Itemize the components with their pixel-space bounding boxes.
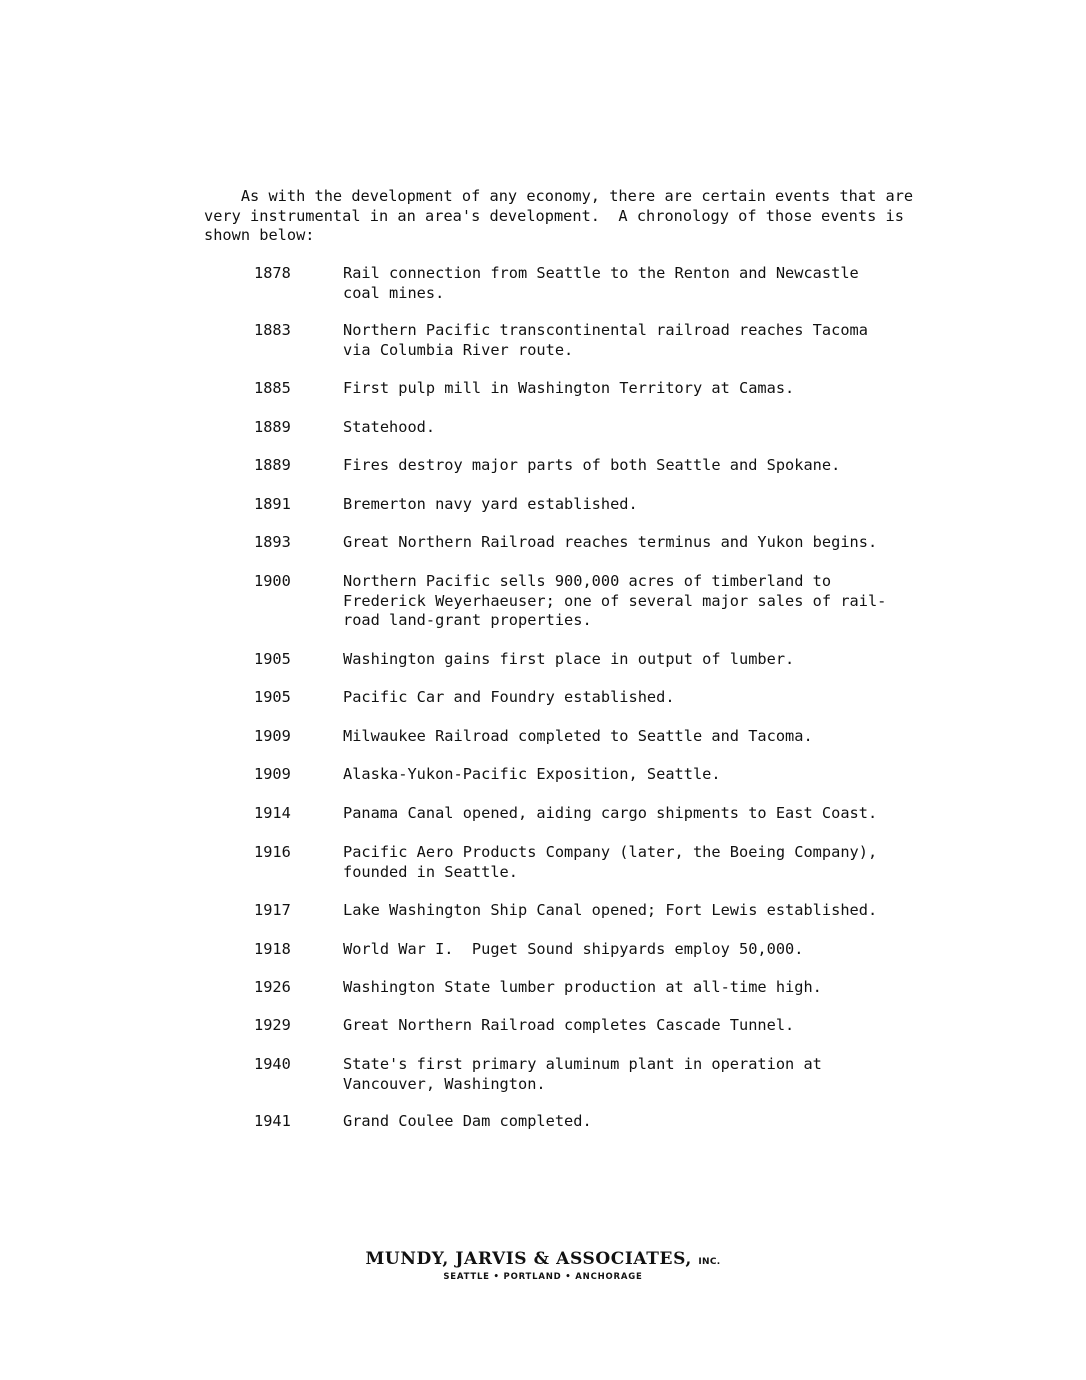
event-description: Rail connection from Seattle to the Renton and Newcastle coal mines. xyxy=(343,264,859,302)
chronology-entry xyxy=(254,418,974,456)
event-year: 1916 xyxy=(254,843,291,861)
event-description: Great Northern Railroad completes Cascade Tunnel. xyxy=(343,1016,795,1034)
event-description: Washington gains first place in output of lumber. xyxy=(343,650,795,668)
event-year: 1889 xyxy=(254,418,291,436)
event-description: Pacific Aero Products Company (later, the Boeing Company), founded in Seattle. xyxy=(343,843,878,881)
event-description: Northern Pacific transcontinental railroad reaches Tacoma via Columbia River route. xyxy=(343,321,868,359)
event-description: Milwaukee Railroad completed to Seattle and Tacoma. xyxy=(343,727,813,745)
event-year: 1905 xyxy=(254,650,291,668)
event-description: Panama Canal opened, aiding cargo shipments to East Coast. xyxy=(343,804,878,822)
chronology-entry xyxy=(254,901,974,940)
intro-paragraph xyxy=(204,187,1004,246)
chronology-entry xyxy=(254,456,974,495)
chronology-entry xyxy=(254,264,974,321)
event-description: Lake Washington Ship Canal opened; Fort Lewis established. xyxy=(343,901,878,919)
chronology-entry xyxy=(254,1016,974,1055)
event-year: 1878 xyxy=(254,264,291,282)
event-year: 1883 xyxy=(254,321,291,339)
chronology-entry xyxy=(254,978,974,1016)
event-year: 1917 xyxy=(254,901,291,919)
firm-inc-suffix: INC. xyxy=(698,1257,721,1267)
event-description: Grand Coulee Dam completed. xyxy=(343,1112,592,1130)
chronology-entry xyxy=(254,495,974,533)
chronology-entry xyxy=(254,843,974,901)
event-year: 1905 xyxy=(254,688,291,706)
event-year: 1918 xyxy=(254,940,291,958)
chronology-entry xyxy=(254,940,974,978)
event-year: 1926 xyxy=(254,978,291,996)
intro-line: shown below: xyxy=(204,226,315,244)
event-year: 1941 xyxy=(254,1112,291,1130)
event-year: 1885 xyxy=(254,379,291,397)
event-year: 1893 xyxy=(254,533,291,551)
firm-name-text: MUNDY, JARVIS & ASSOCIATES, xyxy=(365,1249,692,1269)
event-description: Fires destroy major parts of both Seattle and Spokane. xyxy=(343,456,841,474)
chronology-entry xyxy=(254,321,974,379)
event-year: 1929 xyxy=(254,1016,291,1034)
event-description: State's first primary aluminum plant in operation at Vancouver, Washington. xyxy=(343,1055,822,1093)
event-year: 1940 xyxy=(254,1055,291,1073)
event-year: 1891 xyxy=(254,495,291,513)
event-description: First pulp mill in Washington Territory at Camas. xyxy=(343,379,795,397)
event-year: 1909 xyxy=(254,765,291,783)
chronology-entry xyxy=(254,572,974,650)
intro-line: As with the development of any economy, there are certain events that are xyxy=(204,187,914,205)
event-year: 1914 xyxy=(254,804,291,822)
chronology-entry xyxy=(254,1112,974,1132)
office-cities: SEATTLE • PORTLAND • ANCHORAGE xyxy=(443,1272,643,1282)
chronology-entry xyxy=(254,650,974,688)
event-description: Statehood. xyxy=(343,418,436,436)
chronology-list xyxy=(254,264,974,1132)
firm-name xyxy=(0,1249,1086,1269)
event-description: Alaska-Yukon-Pacific Exposition, Seattle. xyxy=(343,765,721,783)
chronology-entry xyxy=(254,688,974,727)
event-description: Bremerton navy yard established. xyxy=(343,495,638,513)
event-year: 1889 xyxy=(254,456,291,474)
event-year: 1900 xyxy=(254,572,291,590)
letterhead-footer xyxy=(0,1249,1086,1282)
chronology-entry xyxy=(254,379,974,418)
event-description: World War I. Puget Sound shipyards employ 50,000. xyxy=(343,940,804,958)
event-year: 1909 xyxy=(254,727,291,745)
event-description: Northern Pacific sells 900,000 acres of timberland to Frederick Weyerhaeuser; one of several major sales of rail- road land-grant properties. xyxy=(343,572,887,629)
chronology-entry xyxy=(254,1055,974,1112)
chronology-entry xyxy=(254,804,974,843)
chronology-entry xyxy=(254,533,974,572)
event-description: Pacific Car and Foundry established. xyxy=(343,688,675,706)
intro-line: very instrumental in an area's development. A chronology of those events is xyxy=(204,206,904,225)
event-description: Washington State lumber production at all-time high. xyxy=(343,978,822,996)
chronology-entry xyxy=(254,727,974,765)
event-description: Great Northern Railroad reaches terminus and Yukon begins. xyxy=(343,533,878,551)
chronology-entry xyxy=(254,765,974,804)
